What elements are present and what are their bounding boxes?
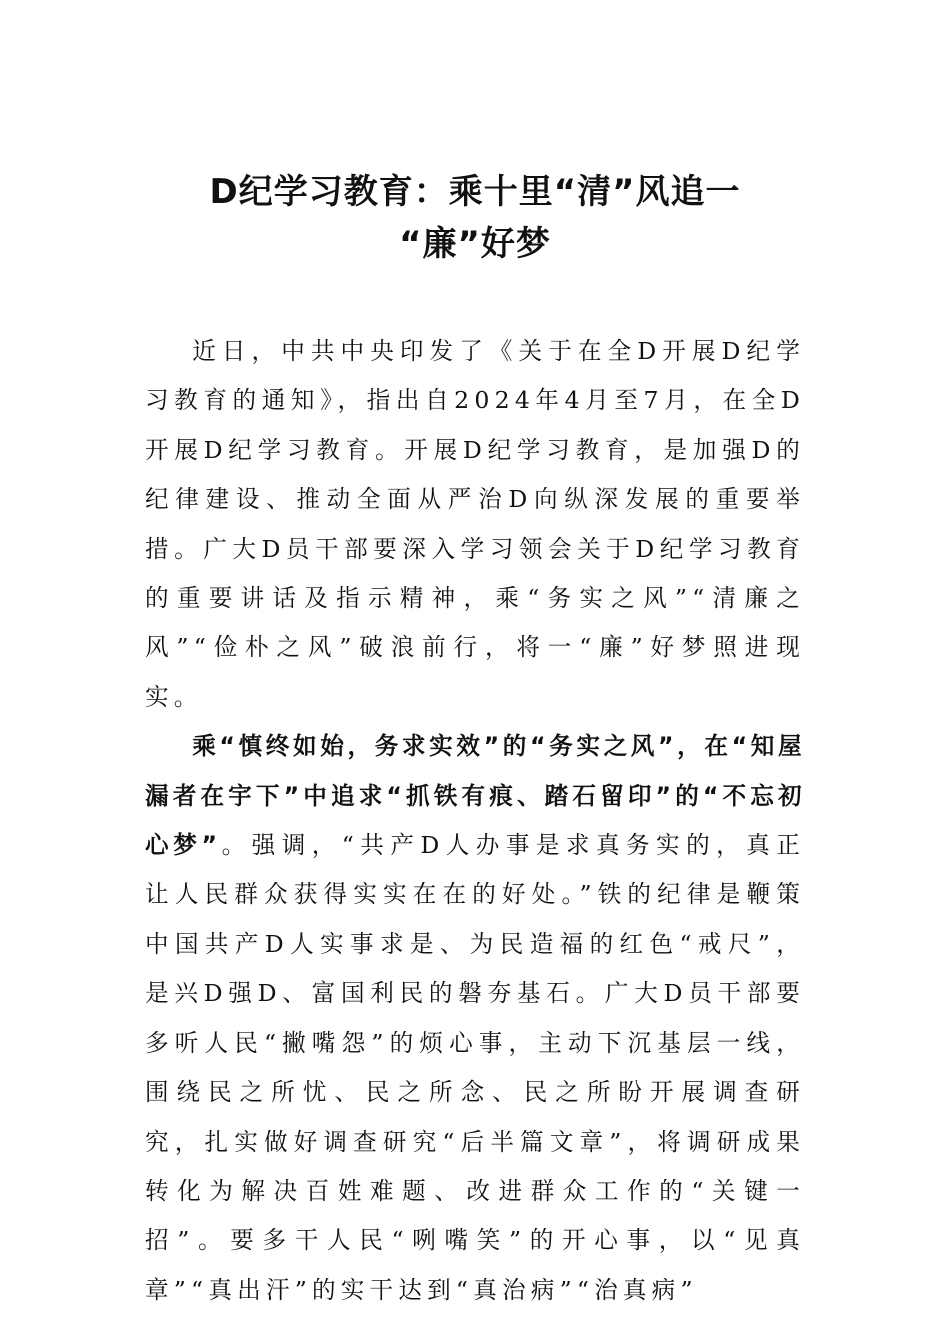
paragraph-2 (145, 722, 805, 1315)
title-line-1: D纪学习教育：乘十里“清”风追一 (209, 172, 741, 212)
document-body (145, 327, 805, 1315)
paragraph-2-rest: 。强调，“共产D人办事是求真务实的，真正让人民群众获得实实在在的好处。”铁的纪律是鞭策中国共产D人实事求是、为民造福的红色“戒尺”，是兴D强D、富国利民的磐夯基石。广大D员干部要多听人民“撇嘴怨”的烦心事，主动下沉基层一线，围绕民之所忧、民之所念、民之所盼开展调查研究，扎实做好调查研究“后半篇文章”，将调研成果转化为解决百姓难题、改进群众工作的“关键一招”。要多干人民“咧嘴笑”的开心事，以“见真章”“真出汗”的实干达到“真治病”“治真病” (145, 831, 805, 1304)
paragraph-1: 近日，中共中央印发了《关于在全D开展D纪学习教育的通知》，指出自2024年4月至7月，在全D开展D纪学习教育。开展D纪学习教育，是加强D的纪律建设、推动全面从严治D向纵深发展的重要举措。广大D员干部要深入学习领会关于D纪学习教育的重要讲话及指示精神，乘“务实之风”“清廉之风”“俭朴之风”破浪前行，将一“廉”好梦照进现实。 (145, 337, 805, 711)
document-title (130, 166, 820, 270)
paragraph-2-lead: 乘“慎终如始，务求实效”的“务实之风”，在“知屋漏者在宇下”中追求“抓铁有痕、踏石留印”的“不忘初心梦” (145, 732, 805, 860)
title-line-2: “廉”好梦 (399, 224, 551, 264)
